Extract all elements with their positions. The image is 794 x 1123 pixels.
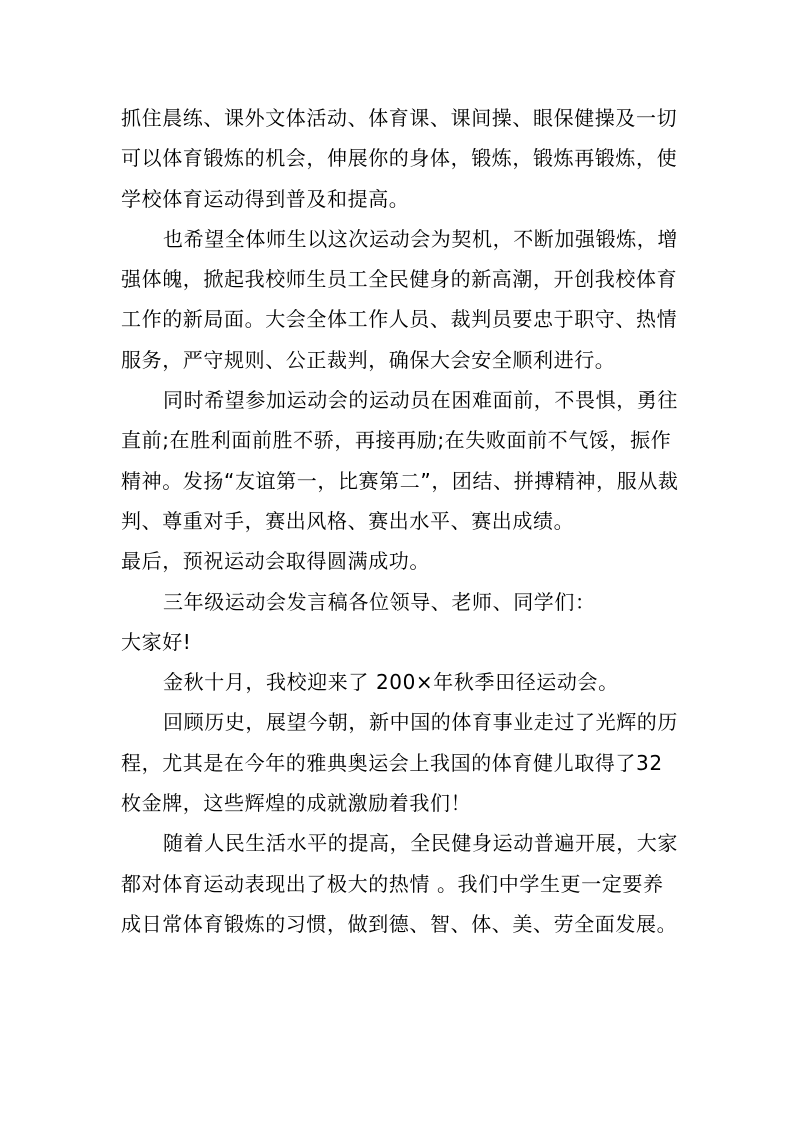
paragraph-exercise-opportunities: 抓住晨练、课外文体活动、体育课、课间操、眼保健操及一切可以体育锻炼的机会，伸展你的身体，锻炼，锻炼再锻炼，使学校体育运动得到普及和提高。 xyxy=(121,106,678,211)
paragraph-fitness-habits: 随着人民生活水平的提高，全民健身运动普遍开展，大家都对体育运动表现出了极大的热情 。我们中学生更一定要养成日常体育锻炼的习惯，做到德、智、体、美、劳全面发展。 xyxy=(121,831,678,936)
speech-title: 三年级运动会发言稿各位领导、老师、同学们： xyxy=(163,589,596,614)
greeting: 大家好! xyxy=(121,629,192,654)
document-body xyxy=(121,98,681,944)
paragraph-closing-wish: 最后，预祝运动会取得圆满成功。 xyxy=(121,549,430,574)
paragraph-golden-autumn: 金秋十月，我校迎来了 200×年秋季田径运动会。 xyxy=(163,670,619,695)
paragraph-hope-athletes: 同时希望参加运动会的运动员在困难面前，不畏惧，勇往直前;在胜利面前胜不骄，再接再励;在失败面前不气馁，振作精神。发扬“友谊第一，比赛第二”，团结、拼搏精神，服从裁判、尊重对手，赛出风格、赛出水平、赛出成绩。 xyxy=(121,388,679,533)
paragraph-hope-staff: 也希望全体师生以这次运动会为契机，不断加强锻炼，增强体魄，掀起我校师生员工全民健身的新高潮，开创我校体育工作的新局面。大会全体工作人员、裁判员要忠于职守、热情服务，严守规则、公正裁判，确保大会安全顺利进行。 xyxy=(121,226,678,372)
paragraph-history-review: 回顾历史，展望今朝，新中国的体育事业走过了光辉的历程，尤其是在今年的雅典奥运会上我国的体育健儿取得了32 枚金牌，这些辉煌的成就激励着我们！ xyxy=(121,710,678,816)
